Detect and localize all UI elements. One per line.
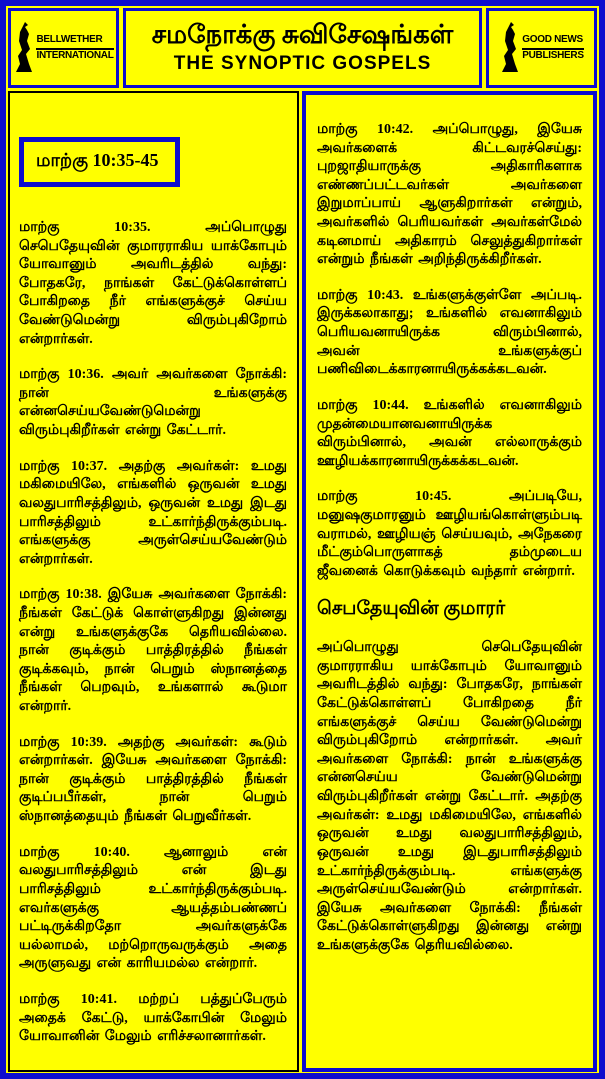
title-box [123, 8, 482, 88]
verse-paragraph: மாற்கு 10:35. அப்பொழுது செபெதேயுவின் குமாரராகிய யாக்கோபும் யோவானும் அவரிடத்தில் வந்து: போதகரே, நாங்கள் கேட்டுக்கொள்ளப் போகிறதை நீர் எங்களுக்குச் செய்ய வேண்டுமென்று விரும்புகிறோம் என்றார்கள். [19, 220, 287, 347]
standing-figure-icon [499, 21, 519, 75]
verse-paragraph: மாற்கு 10:38. இயேசு அவர்களை நோக்கி: நீங்கள் கேட்டுக் கொள்ளுகிறது இன்னது என்று உங்களுக்குகே தெரியவில்லை. நான் குடிக்கும் பாத்திரத்தில் நீங்கள் குடிக்கவும், நான் பெறும் ஸ்நானத்தை நீங்கள் பெறவும், உங்களால் கூடுமா என்றார். [19, 587, 287, 715]
left-column [8, 91, 299, 1072]
verse-paragraph: மாற்கு 10:41. மற்றப் பத்துப்பேரும் அதைக் கேட்டு, யாக்கோபின் மேலும் யோவானின் மேலும் எரிச்சலானார்கள். [19, 991, 287, 1045]
verse-paragraph: மாற்கு 10:36. அவர் அவர்களை நோக்கி: நான் உங்களுக்கு என்னசெய்யவேண்டுமென்று விரும்புகிறீர்கள் என்று கேட்டார். [19, 367, 287, 439]
standing-figure-icon [13, 21, 33, 75]
right-column [302, 91, 597, 1072]
verse-paragraph: மாற்கு 10:44. உங்களில் எவனாகிலும் முதன்மையானவனாயிருக்க விரும்பினால், அவன் எல்லாருக்கும் ஊழியக்காரனாயிருக்கக்கடவன். [317, 397, 582, 469]
logo-line-1: BELLWETHER [36, 34, 113, 50]
verse-paragraph: மாற்கு 10:39. அதற்கு அவர்கள்: கூடும் என்றார்கள். இயேசு அவர்களை நோக்கி: நான் குடிக்கும் பாத்திரத்தில் நீங்கள் குடிப்பபீர்கள், நான் பெறும் ஸ்நானத்தையும் நீங்கள் பெறுவீர்கள். [19, 734, 287, 825]
right-column-paragraphs [317, 121, 582, 581]
page-title-tamil: சமநோக்கு சுவிசேஷங்கள் [151, 19, 454, 49]
verse-paragraph: மாற்கு 10:43. உங்களுக்குள்ளே அப்படி. இருக்கலாகாது; உங்களில் எவனாகிலும் பெரியவனாயிருக்க விரும்பினால், அவன் உங்களுக்குப் பணிவிடைக்காரனாயிருக்கக்கடவன். [317, 287, 582, 378]
logo-line-2: PUBLISHERS [522, 49, 584, 61]
passage-reference-box: மாற்கு 10:35-45 [19, 137, 180, 187]
logo-text [36, 34, 113, 62]
good-news-publishers-logo [486, 8, 597, 88]
verse-paragraph: மாற்கு 10:37. அதற்கு அவர்கள்: உமது மகிமையிலே, எங்களில் ஒருவன் உமது வலதுபாரிசத்திலும், ஒருவன் உமது இடது பாரிசத்திலும் உட்கார்ந்திருக்கும்படி. எங்களுக்கு அருள்செய்யவேண்டும் என்றார்கள். [19, 458, 287, 567]
verse-paragraph: மாற்கு 10:45. அப்படியே, மனுஷகுமாரனும் ஊழியங்கொள்ளும்படி வராமல், ஊழியஞ் செய்யவும், அநேகரை மீட்கும்பொருளாகத் தம்முடைய ஜீவனைக் கொடுக்கவும் வந்தார் என்றார். [317, 489, 582, 579]
logo-line-1: GOOD NEWS [522, 34, 583, 50]
bellwether-international-logo [8, 8, 119, 88]
closing-paragraph: அப்பொழுது செபெதேயுவின் குமாரராகிய யாக்கோபும் யோவானும் அவரிடத்தில் வந்து: போதகரே, நாங்கள் கேட்டுக்கொள்ளப் போகிறதை நீர் எங்களுக்குச் செய்ய வேண்டுமென்று விரும்புகிறோம் என்றார்கள். அவர் அவர்களை நோக்கி: நான் உங்களுக்கு என்னசெய்ய வேண்டுமென்று விரும்புகிறீர்கள் என்று கேட்டார். அதற்கு அவர்கள்: உமது மகிமையிலே, எங்களில் ஒருவன் உமது வலதுபாரிசத்திலும், ஒருவன் உமது இடதுபாரிசத்திலும் உட்கார்ந்திருக்கும்படி. எங்களுக்கு அருள்செய்யவேண்டும் என்றார்கள். இயேசு அவர்களை நோக்கி: நீங்கள் கேட்டுக்கொள்ளுகிறது இன்னது என்று உங்களுக்குகே தெரியவில்லை. [317, 640, 582, 953]
text-columns [8, 91, 597, 1072]
page-title-english: THE SYNOPTIC GOSPELS [173, 53, 432, 75]
left-column-paragraphs [19, 219, 287, 1047]
logo-line-2: INTERNATIONAL [36, 49, 114, 61]
verse-paragraph: மாற்கு 10:42. அப்பொழுது, இயேசு அவர்களைக் கிட்டவரச்செய்து: புறஜாதியாருக்கு அதிகாரிகளாக எண்ணப்பட்டவர்கள் அவர்களை இறுமாப்பாய் ஆளுகிறார்கள் என்றும், அவர்களில் பெரியவர்கள் அவர்கள்மேல் கடினமாய் அதிகாரம் செலுத்துகிறார்கள் என்றும் நீங்கள் அறிந்திருக்கிறீர்கள். [317, 122, 582, 268]
verse-paragraph: மாற்கு 10:40. ஆனாலும் என் வலதுபாரிசத்திலும் என் இடது பாரிசத்திலும் உட்கார்ந்திருக்கும்படி. எவர்களுக்கு ஆயத்தம்பண்ணப் பட்டிருக்கிறதோ அவர்களுக்கே யல்லாமல், மற்றொருவருக்கும் அதை அருளுவது என் காரியமல்ல என்றார். [19, 844, 287, 972]
section-subheading: செபதேயுவின் குமாரர் [317, 598, 506, 620]
logo-text [522, 34, 583, 62]
page-header [8, 8, 597, 88]
